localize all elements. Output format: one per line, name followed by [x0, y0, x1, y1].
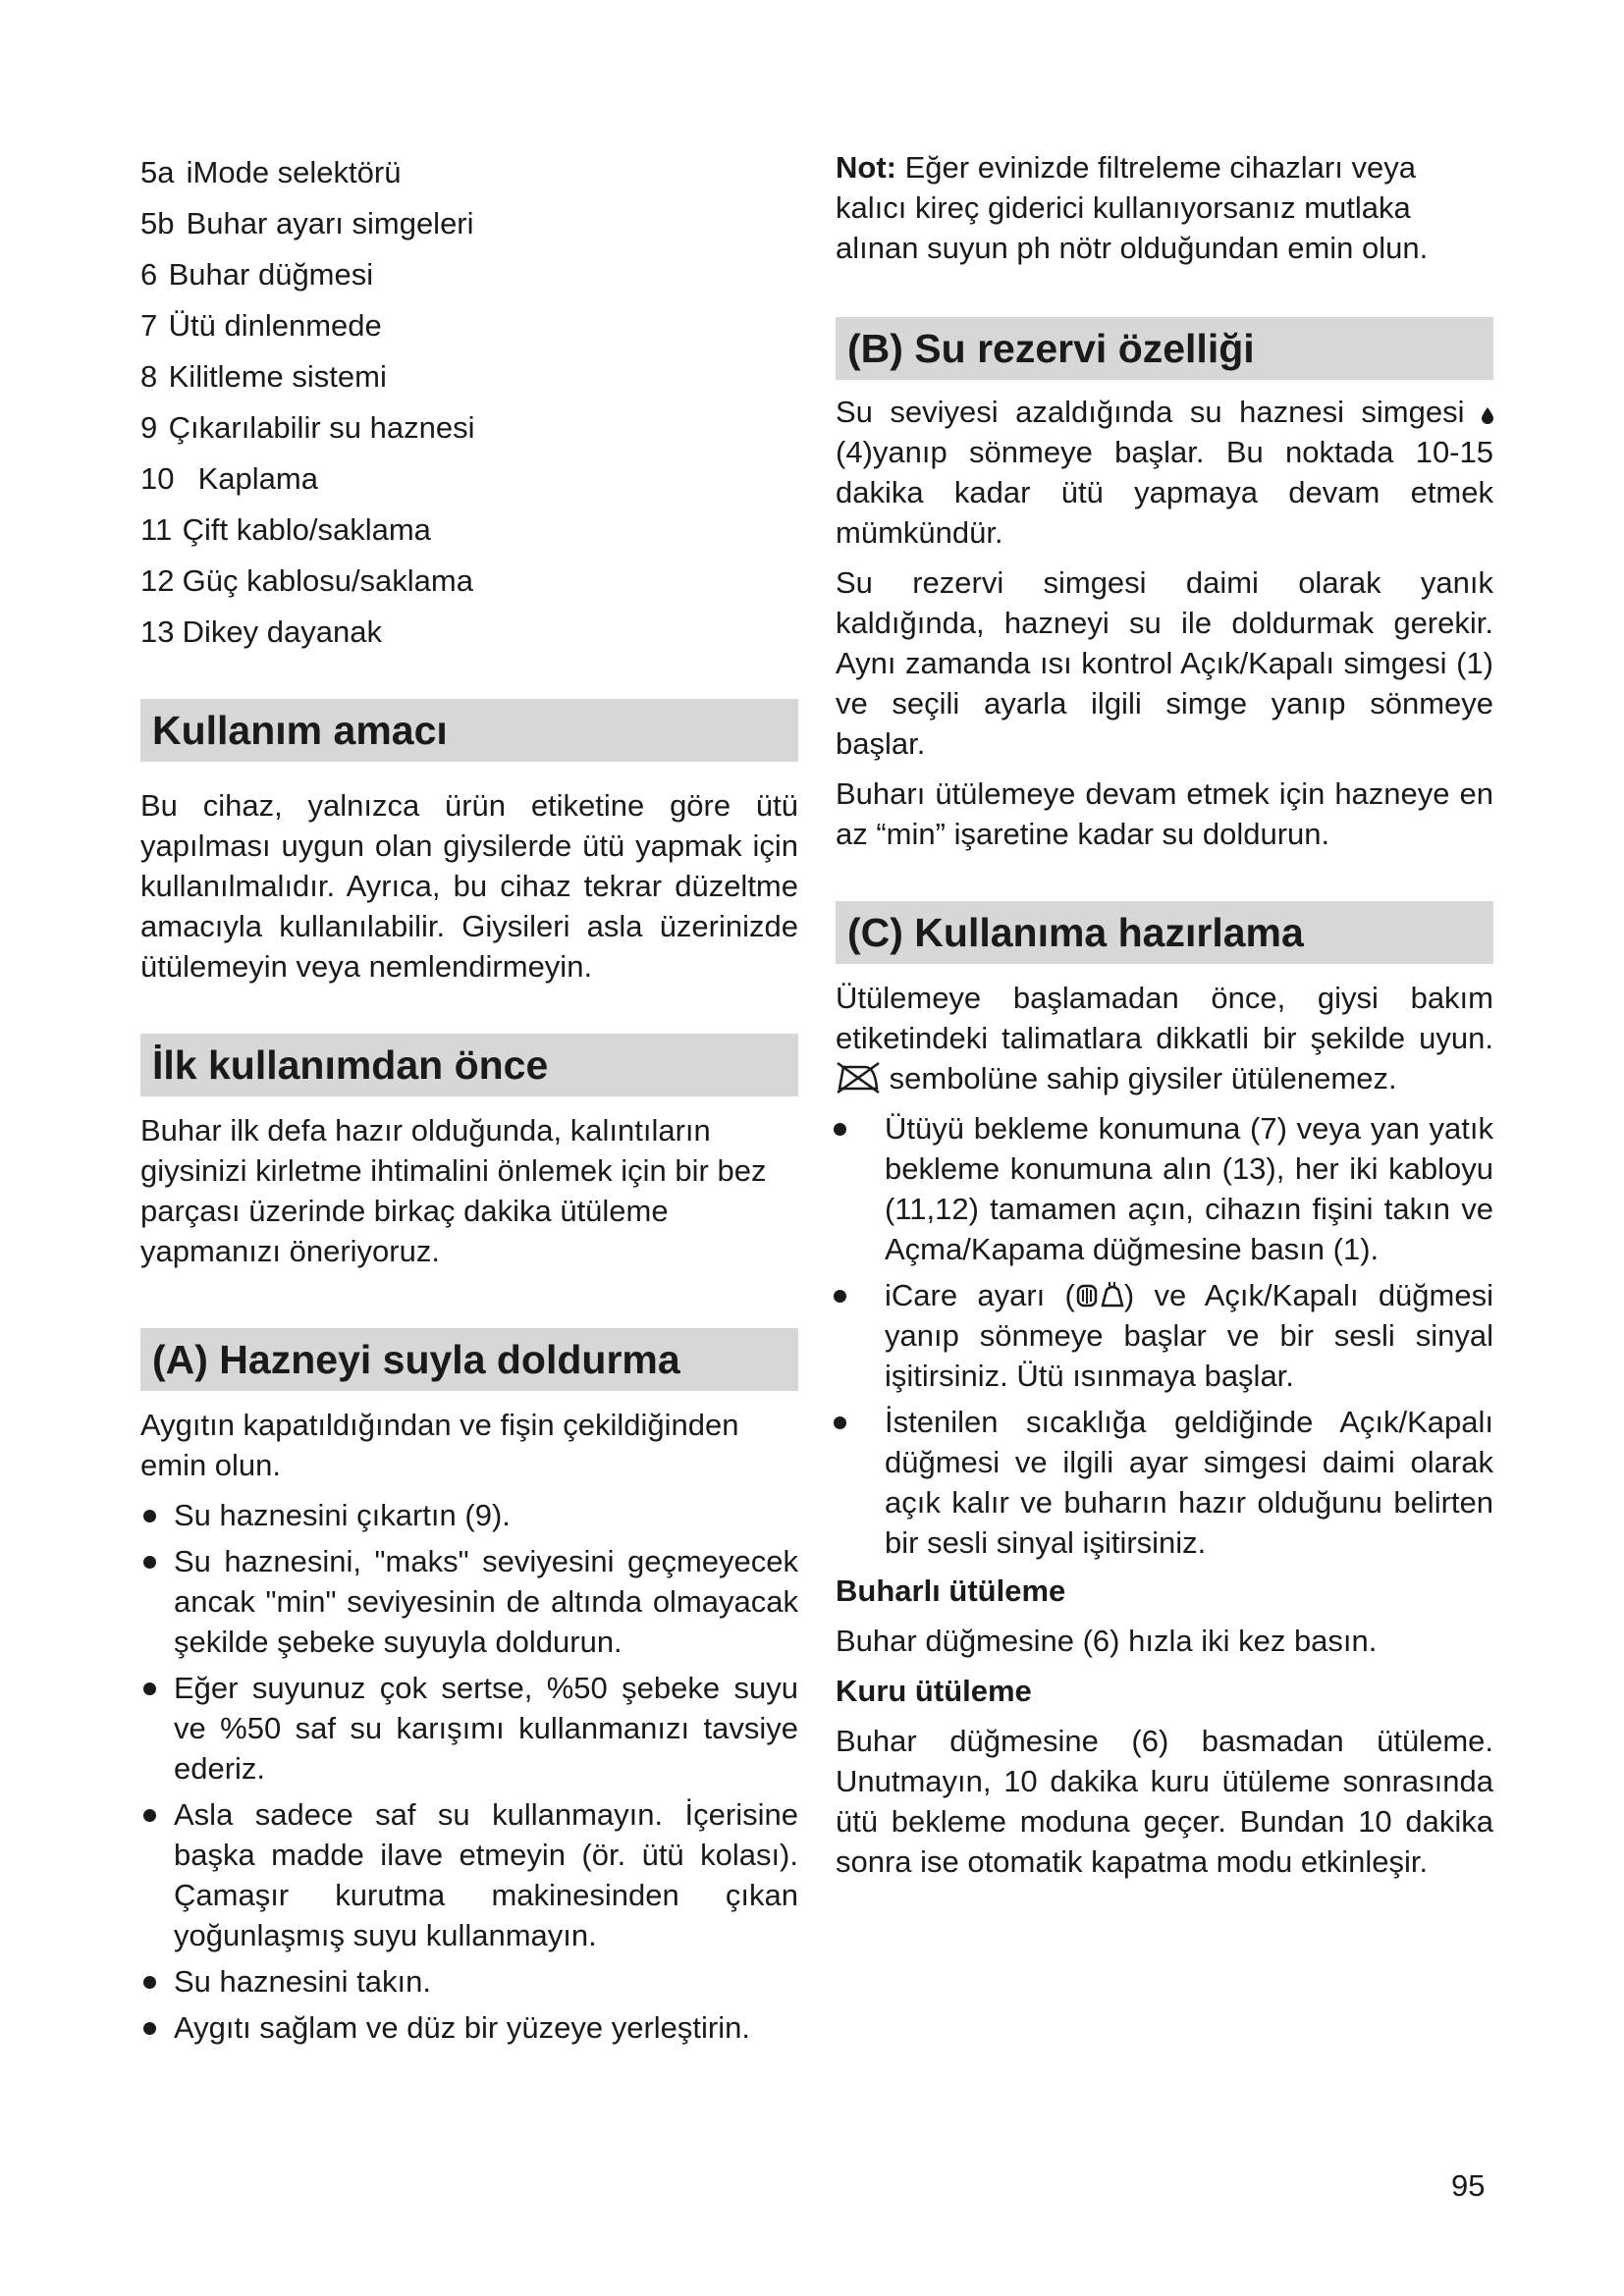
parts-list-item: 12 Güç kablosu/saklama	[140, 563, 473, 598]
list-item: Aygıtı sağlam ve düz bir yüzeye yerleştirin.	[140, 2007, 798, 2048]
parts-list-item: 7 Ütü dinlenmede	[140, 308, 382, 343]
icare-icon	[1075, 1280, 1124, 1309]
do-not-iron-icon	[836, 1061, 881, 1095]
note	[836, 147, 1493, 268]
section-a-bullets	[140, 1495, 798, 2048]
note-text: Eğer evinizde filtreleme cihazları veya kalıcı kireç giderici kullanıyorsanız mutlaka alınan suyun ph nötr olduğundan emin olun.	[836, 150, 1429, 265]
parts-list-item: 8 Kilitleme sistemi	[140, 359, 387, 394]
parts-list-item: 5b Buhar ayarı simgeleri	[140, 206, 474, 240]
parts-list-item: 13 Dikey dayanak	[140, 614, 382, 649]
list-item: İstenilen sıcaklığa geldiğinde Açık/Kapalı düğmesi ve ilgili ayar simgesi daimi olarak açık kalır ve buharın hazır olduğunu belirten bir sesli sinyal işitirsiniz.	[836, 1402, 1493, 1563]
parts-list-item: 6 Buhar düğmesi	[140, 257, 374, 292]
section-a-heading: (A) Hazneyi suyla doldurma	[140, 1328, 798, 1391]
list-item: Su haznesini çıkartın (9).	[140, 1495, 798, 1535]
section-b-p2: Su rezervi simgesi daimi olarak yanık kaldığında, hazneyi su ile doldurmak gerekir. Aynı zamanda ısı kontrol Açık/Kapalı simgesi (1) ve seçili ayarla ilgili simge yanıp sönmeye başlar.	[836, 565, 1493, 761]
section-a-intro: Aygıtın kapatıldığından ve fişin çekildiğinden emin olun.	[140, 1408, 739, 1482]
section-b-p1: Su seviyesi azaldığında su haznesi simgesi (4)yanıp sönmeye başlar. Bu noktada 10-15 dakika kadar ütü yapmaya devam etmek mümkündür.	[836, 395, 1493, 550]
parts-list-item: 11 Çift kablo/saklama	[140, 512, 431, 547]
right-column	[836, 147, 1493, 1882]
parts-list	[140, 147, 798, 658]
list-item: Su haznesini, "maks" seviyesini geçmeyecek ancak "min" seviyesinin de altında olmayacak şekilde şebeke suyuyla doldurun.	[140, 1541, 798, 1662]
ilk-kullanim-heading: İlk kullanımdan önce	[140, 1034, 798, 1096]
section-b-p3: Buharı ütülemeye devam etmek için hazneye en az “min” işaretine kadar su doldurun.	[836, 776, 1493, 851]
section-b-heading: (B) Su rezervi özelliği	[836, 317, 1493, 380]
parts-list-item: 9 Çıkarılabilir su haznesi	[140, 410, 475, 445]
ilk-kullanim-text: Buhar ilk defa hazır olduğunda, kalıntıların giysinizi kirletme ihtimalini önlemek için bir bez parçası üzerinde birkaç dakika ütüleme yapmanızı öneriyoruz.	[140, 1113, 767, 1268]
kullanim-heading: Kullanım amacı	[140, 699, 798, 762]
list-item: iCare ayarı ( ) ve Açık/Kapalı düğmesi yanıp sönmeye başlar ve bir sesli sinyal işitirsiniz. Ütü ısınmaya başlar.	[836, 1275, 1493, 1396]
water-drop-icon	[1482, 407, 1493, 424]
kullanim-text: Bu cihaz, yalnızca ürün etiketine göre ütü yapılması uygun olan giysilerde ütü yapmak için kullanılmalıdır. Ayrıca, bu cihaz tekrar düzeltme amacıyla kullanılabilir. Giysileri asla üzerinizde ütülemeyin veya nemlendirmeyin.	[140, 788, 798, 984]
section-c-bullets	[836, 1108, 1493, 1563]
page-number: 95	[1451, 2168, 1486, 2203]
parts-list-item: 5a iMode selektörü	[140, 155, 402, 189]
list-item: Su haznesini takın.	[140, 1961, 798, 2002]
list-item: Asla sadece saf su kullanmayın. İçerisine başka madde ilave etmeyin (ör. ütü kolası). Çamaşır kurutma makinesinden çıkan yoğunlaşmış suyu kullanmayın.	[140, 1794, 798, 1955]
buharli-utuleme-title: Buharlı ütüleme	[836, 1574, 1066, 1608]
parts-list-item: 10 Kaplama	[140, 461, 318, 496]
buharli-utuleme-text: Buhar düğmesine (6) hızla iki kez basın.	[836, 1624, 1378, 1658]
kuru-utuleme-title: Kuru ütüleme	[836, 1674, 1032, 1708]
list-item: Ütüyü bekleme konumuna (7) veya yan yatık bekleme konumuna alın (13), her iki kabloyu (11,12) tamamen açın, cihazın fişini takın ve Açma/Kapama düğmesine basın (1).	[836, 1108, 1493, 1269]
kuru-utuleme-text: Buhar düğmesine (6) basmadan ütüleme. Unutmayın, 10 dakika kuru ütüleme sonrasında ütü bekleme moduna geçer. Bundan 10 dakika sonra ise otomatik kapatma modu etkinleşir.	[836, 1724, 1493, 1879]
list-item: Eğer suyunuz çok sertse, %50 şebeke suyu ve %50 saf su karışımı kullanmanızı tavsiye ederiz.	[140, 1668, 798, 1789]
left-column	[140, 147, 798, 2054]
note-label: Not:	[836, 150, 896, 185]
section-c-heading: (C) Kullanıma hazırlama	[836, 901, 1493, 964]
section-c-intro: Ütülemeye başlamadan önce, giysi bakım etiketindeki talimatlara dikkatli bir şekilde uyun. sembolüne sahip giysiler ütülenemez.	[836, 981, 1493, 1095]
